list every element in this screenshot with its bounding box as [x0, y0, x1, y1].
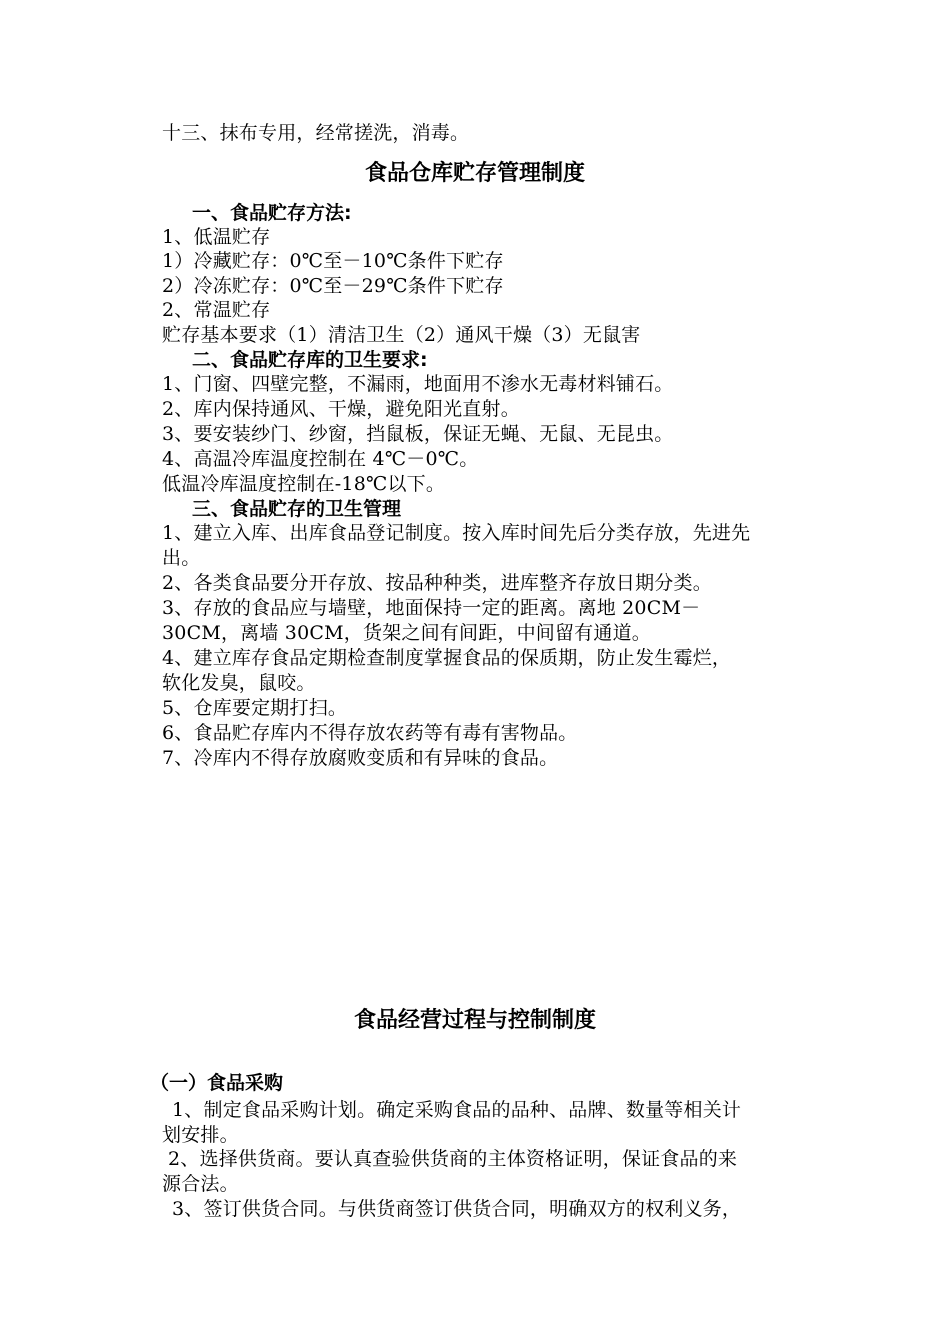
- storage-s1-line: 贮存基本要求（1）清洁卫生（2）通风干燥（3）无鼠害: [162, 324, 641, 346]
- storage-s3-line: 6、食品贮存库内不得存放农药等有毒有害物品。: [162, 722, 578, 744]
- storage-s2-line: 4、高温冷库温度控制在 4℃－0℃。: [162, 448, 479, 470]
- storage-s2-line: 低温冷库温度控制在-18℃以下。: [162, 473, 446, 495]
- storage-s3-line: 出。: [162, 547, 201, 569]
- storage-s1-line: 1、低温贮存: [162, 226, 271, 248]
- storage-s2-line: 1、门窗、四壁完整，不漏雨，地面用不渗水无毒材料铺石。: [162, 373, 674, 395]
- storage-s3-line: 7、冷库内不得存放腐败变质和有异味的食品。: [162, 747, 559, 769]
- operation-line: 划安排。: [162, 1124, 239, 1146]
- operation-line: 源合法。: [162, 1173, 239, 1195]
- storage-s3-line: 2、各类食品要分开存放、按品种种类，进库整齐存放日期分类。: [162, 572, 712, 594]
- storage-s1-line: 2）冷冻贮存：0℃至－29℃条件下贮存: [162, 275, 504, 297]
- storage-section2-heading: 二、食品贮存库的卫生要求:: [192, 349, 428, 371]
- storage-s1-line: 1）冷藏贮存：0℃至－10℃条件下贮存: [162, 250, 504, 272]
- storage-section1-heading: 一、食品贮存方法:: [192, 202, 352, 224]
- storage-s2-line: 3、要安装纱门、纱窗，挡鼠板，保证无蝇、无鼠、无昆虫。: [162, 423, 674, 445]
- storage-s3-line: 30CM，离墙 30CM，货架之间有间距，中间留有通道。: [162, 622, 651, 644]
- storage-section3-heading: 三、食品贮存的卫生管理: [192, 498, 402, 520]
- operation-line: 3、签订供货合同。与供货商签订供货合同，明确双方的权利义务，: [172, 1198, 742, 1220]
- storage-s3-line: 软化发臭，鼠咬。: [162, 672, 316, 694]
- operation-line: 2、选择供货商。要认真查验供货商的主体资格证明，保证食品的来: [168, 1148, 738, 1170]
- operation-section1-heading: （一）食品采购: [150, 1072, 284, 1094]
- storage-s1-line: 2、常温贮存: [162, 299, 271, 321]
- storage-s3-line: 5、仓库要定期打扫。: [162, 697, 348, 719]
- storage-s3-line: 3、存放的食品应与墙壁，地面保持一定的距离。离地 20CM－: [162, 597, 701, 619]
- storage-s3-line: 1、建立入库、出库食品登记制度。按入库时间先后分类存放，先进先: [162, 522, 751, 544]
- operation-line: 1、制定食品采购计划。确定采购食品的品种、品牌、数量等相关计: [172, 1099, 742, 1121]
- storage-s2-line: 2、库内保持通风、干燥，避免阳光直射。: [162, 398, 520, 420]
- top-line: 十三、抹布专用，经常搓洗，消毒。: [162, 122, 470, 144]
- operation-title: 食品经营过程与控制制度: [353, 1008, 596, 1033]
- storage-s3-line: 4、建立库存食品定期检查制度掌握食品的保质期，防止发生霉烂，: [162, 647, 732, 669]
- storage-title: 食品仓库贮存管理制度: [364, 161, 585, 186]
